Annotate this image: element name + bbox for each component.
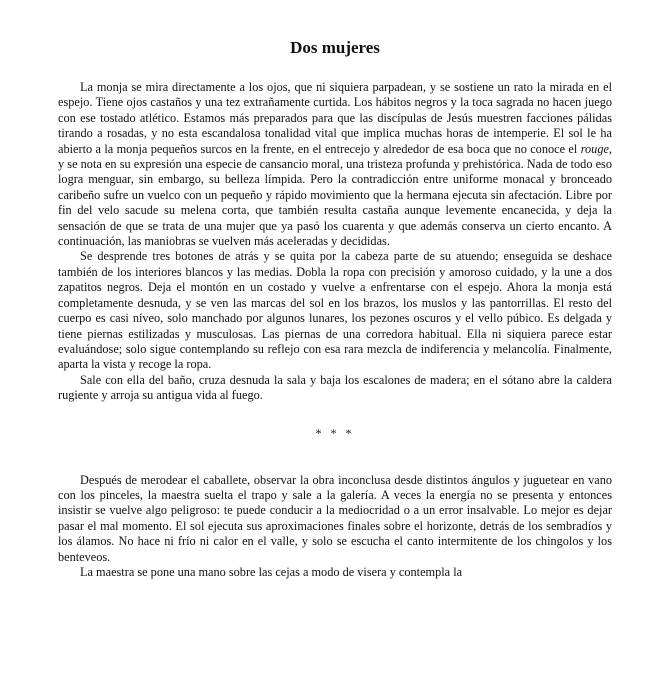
paragraph-1 [58,80,612,249]
paragraph-4: Después de merodear el caballete, observar la obra inconclusa desde distintos ángulos y juguetear en vano con los pinceles, la maestra suelta el trapo y sale a la galería. A veces la energía no se presenta y entonces insistir se vuelve algo peligroso: te puede conducir a la mediocridad o a un error insalvable. Lo mejor es dejar pasar el mal momento. El sol ejecuta sus aproximaciones finales sobre el horizonte, detrás de los sembradíos y los álamos. No hace ni frío ni calor en el valle, y solo se escucha el canto intermitente de los chingolos y los benteveos. [58,472,612,564]
paragraph-2: Se desprende tres botones de atrás y se quita por la cabeza parte de su atuendo; enseguida se deshace también de los interiores blancos y las medias. Dobla la ropa con precisión y amoroso cuidado, y la une a dos zapatitos negros. Deja el montón en un costado y vuelve a enfrentarse con el espejo. Ahora la monja está completamente desnuda, y se ven las marcas del sol en los brazos, los muslos y las pantorrillas. El resto del cuerpo es casi níveo, solo manchado por algunos lunares, los pezones oscuros y el vello púbico. Es delgada y tiene piernas estilizadas y musculosas. Las piernas de una corredora habitual. Ella ni siquiera parece estar evaluándose; solo sigue contemplando su reflejo con esa rara mezcla de indiferencia y melancolía. Finalmente, aparta la vista y recoge la ropa. [58,249,612,372]
paragraph-1-text-end: , y se nota en su expresión una especie de cansancio moral, una tristeza profunda y prehistórica. Nada de todo eso logra menguar, sin embargo, su belleza límpida. Pero la contradicción entre uniforme monacal y bronceado caribeño sufre un vuelco con un pequeño y rápido movimiento que la hermana ejecuta sin afectación. Libre por fin del velo sacude su melena corta, que también resulta castaña aunque levemente encanecida, y deja la sensación de que se trata de una mujer que ya pasó los cuarenta y que además conserva un cierto encanto. A continuación, las maniobras se vuelven más aceleradas y decididas. [58,141,612,249]
section-separator: * * * [315,425,355,440]
paragraph-1-italic-word: rouge [580,141,609,156]
paragraph-5: La maestra se pone una mano sobre las cejas a modo de visera y contempla la [80,564,463,579]
paragraph-1-text-start: La monja se mira directamente a los ojos, que ni siquiera parpadean, y se sostiene un rato la mirada en el espejo. Tiene ojos castaños y una tez extrañamente curtida. Los hábitos negros y la toca sagrada no hacen juego con ese tostado atlético. Estamos más preparados para que las discípulas de Jesús muestren facciones pálidas tirando a rosadas, y no esta escandalosa tonalidad vital que implica muchas horas de intemperie. El sol le ha abierto a la monja pequeños surcos en la frente, en el entrecejo y alrededor de esa boca que no conoce el [58,80,612,156]
paragraph-3: Sale con ella del baño, cruza desnuda la sala y baja los escalones de madera; en el sótano abre la caldera rugiente y arroja su antigua vida al fuego. [58,372,612,403]
chapter-title: Dos mujeres [290,38,380,57]
